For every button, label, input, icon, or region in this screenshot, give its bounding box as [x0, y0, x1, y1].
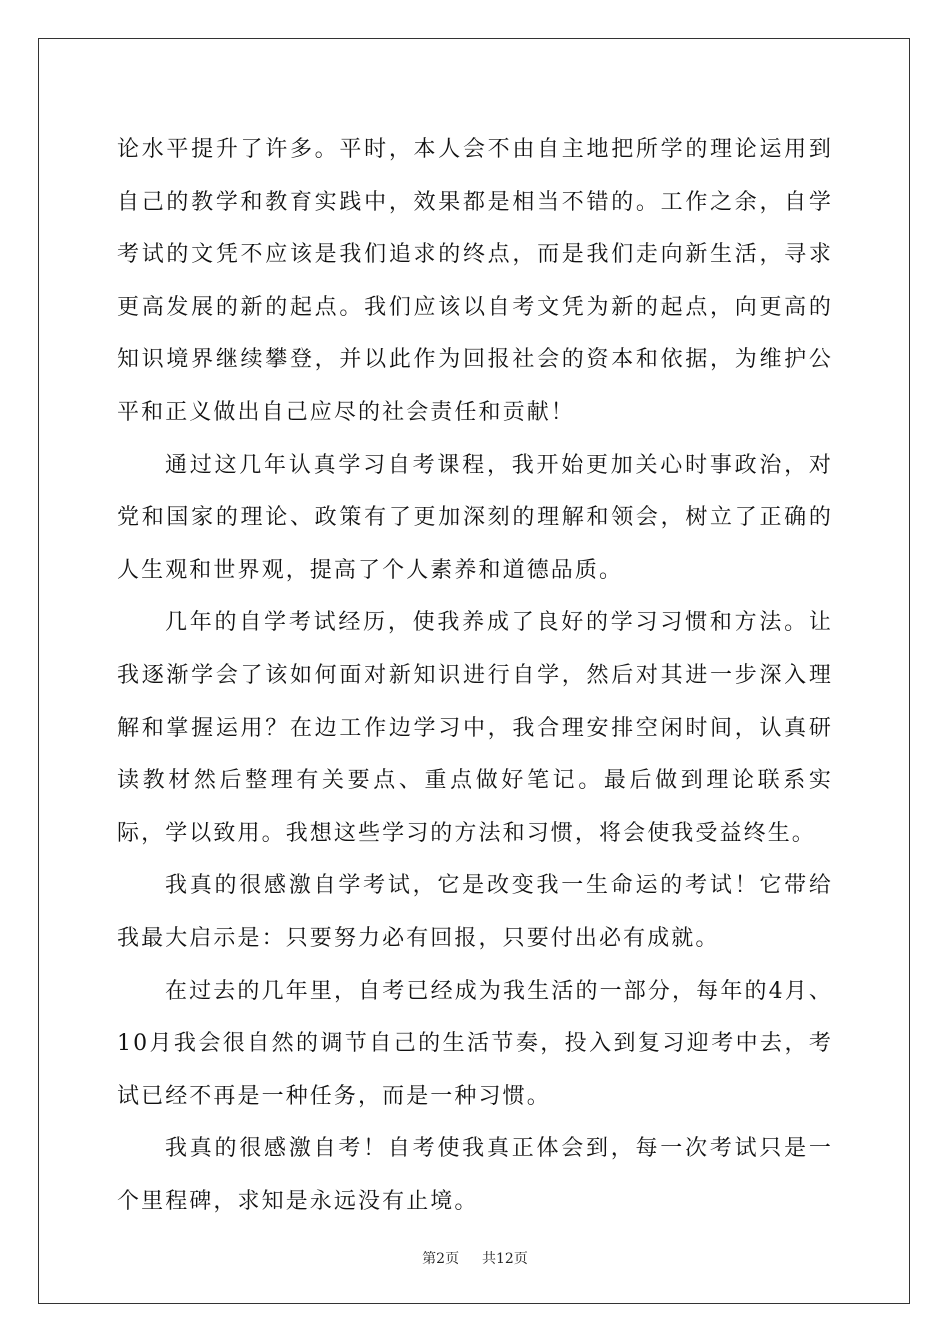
- document-body: [117, 124, 833, 1228]
- total-page-count: 共12页: [482, 1251, 528, 1267]
- paragraph-6: 我真的很感激自考！自考使我真正体会到，每一次考试只是一个里程碑，求知是永远没有止境。: [117, 1136, 833, 1214]
- page-footer: [0, 1248, 950, 1268]
- paragraph-5: 在过去的几年里，自考已经成为我生活的一部分，每年的4月、10月我会很自然的调节自己的生活节奏，投入到复习迎考中去，考试已经不再是一种任务，而是一种习惯。: [117, 978, 833, 1109]
- current-page-number: 第2页: [422, 1251, 460, 1267]
- paragraph-1: 论水平提升了许多。平时，本人会不由自主地把所学的理论运用到自己的教学和教育实践中，效果都是相当不错的。工作之余，自学考试的文凭不应该是我们追求的终点，而是我们走向新生活，寻求更高发展的新的起点。我们应该以自考文凭为新的起点，向更高的知识境界继续攀登，并以此作为回报社会的资本和依据，为维护公平和正义做出自己应尽的社会责任和贡献！: [117, 137, 833, 425]
- paragraph-4: 我真的很感激自学考试，它是改变我一生命运的考试！它带给我最大启示是：只要努力必有回报，只要付出必有成就。: [117, 873, 833, 951]
- paragraph-3: 几年的自学考试经历，使我养成了良好的学习习惯和方法。让我逐渐学会了该如何面对新知识进行自学，然后对其进一步深入理解和掌握运用？在边工作边学习中，我合理安排空闲时间，认真研读教材然后整理有关要点、重点做好笔记。最后做到理论联系实际，学以致用。我想这些学习的方法和习惯，将会使我受益终生。: [117, 610, 833, 846]
- paragraph-2: 通过这几年认真学习自考课程，我开始更加关心时事政治，对党和国家的理论、政策有了更加深刻的理解和领会，树立了正确的人生观和世界观，提高了个人素养和道德品质。: [117, 452, 833, 583]
